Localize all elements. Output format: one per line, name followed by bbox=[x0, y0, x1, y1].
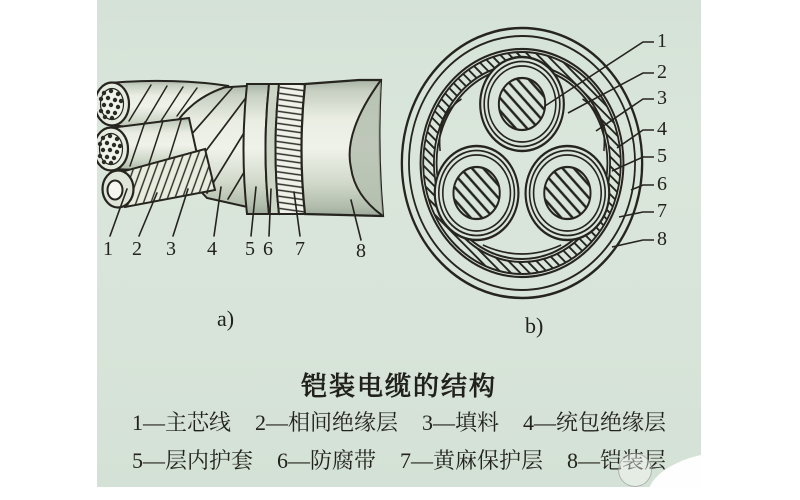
legend-row-1 bbox=[97, 406, 701, 437]
legend-item-1: 1—主芯线 bbox=[131, 410, 231, 435]
core-end-stranded bbox=[97, 128, 128, 171]
diagram-title: 铠装电缆的结构 bbox=[300, 372, 497, 401]
figure-a-label-4: 4 bbox=[207, 238, 217, 260]
core-conductor bbox=[453, 167, 499, 219]
legend-item-6: 6—防腐带 bbox=[276, 448, 376, 473]
legend-item-4: 4—统包绝缘层 bbox=[523, 410, 667, 435]
figure-a-label-1: 1 bbox=[103, 238, 113, 260]
figure-b-label-3: 3 bbox=[657, 87, 667, 109]
figure-a-label-2: 2 bbox=[132, 238, 142, 260]
figure-b-label-8: 8 bbox=[657, 228, 667, 250]
core-bottom-right bbox=[526, 146, 610, 240]
figure-a-label-5: 5 bbox=[245, 238, 255, 260]
figure-a-label-7: 7 bbox=[295, 238, 305, 260]
figure-a-label-6: 6 bbox=[263, 238, 273, 260]
core-conductor bbox=[499, 78, 545, 130]
legend-row-2 bbox=[97, 444, 701, 475]
legend-item-7: 7—黄麻保护层 bbox=[400, 448, 544, 473]
legend-item-3: 3—填料 bbox=[422, 410, 500, 435]
legend-item-5: 5—层内护套 bbox=[131, 448, 253, 473]
figure-b-label-5: 5 bbox=[657, 145, 667, 167]
figure-b-caption: b) bbox=[525, 313, 544, 338]
core-conductor bbox=[544, 167, 590, 219]
figure-b-label-6: 6 bbox=[657, 173, 667, 195]
core-end-stranded bbox=[97, 83, 129, 126]
figure-b-label-1: 1 bbox=[657, 30, 667, 52]
figure-a-caption: a) bbox=[217, 306, 235, 331]
core-bottom-left bbox=[435, 146, 519, 240]
watermark-stamp-icon bbox=[618, 453, 652, 487]
legend-item-8: 8—铠装层 bbox=[567, 448, 667, 473]
figure-a-label-3: 3 bbox=[166, 238, 176, 260]
scanned-page bbox=[97, 0, 701, 487]
figure-a-label-8: 8 bbox=[356, 240, 366, 262]
figure-a-drawing bbox=[97, 80, 383, 240]
figure-b-label-7: 7 bbox=[657, 200, 667, 222]
figure-b-label-2: 2 bbox=[657, 61, 667, 83]
core-top bbox=[480, 57, 564, 151]
figure-b-drawing bbox=[402, 28, 654, 298]
figure-b-label-4: 4 bbox=[657, 118, 667, 140]
legend-item-2: 2—相间绝缘层 bbox=[254, 410, 398, 435]
